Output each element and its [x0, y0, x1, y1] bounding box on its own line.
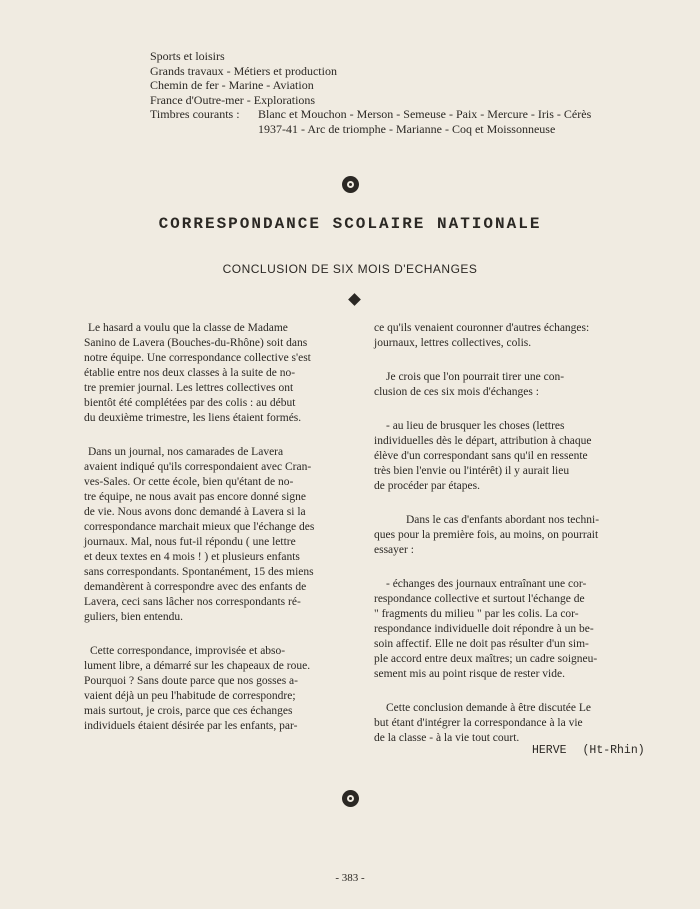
text-line: vaient déjà un peu l'habitude de correspondre; [84, 690, 296, 702]
text-line: respondance individuelle doit répondre à un be- [374, 623, 594, 635]
text-line: journaux, lettres collectives, colis. [374, 337, 532, 349]
text-line: Dans le cas d'enfants abordant nos techni- [406, 514, 600, 526]
paragraph [84, 445, 352, 625]
stamps-line: 1937-41 - Arc de triomphe - Marianne - Coq et Moissonneuse [258, 121, 556, 136]
stamps-entry [150, 107, 670, 136]
text-line: de vie. Nous avons donc demandé à Lavera si la [84, 506, 306, 518]
text-line: Dans un journal, nos camarades de Lavera [88, 446, 284, 458]
text-line: élève d'un correspondant sans qu'il en ressente [374, 450, 588, 462]
text-line: tre premier journal. Les lettres collectives ont [84, 382, 294, 394]
text-line: individuelles dès le départ, attribution à chaque [374, 435, 592, 447]
diamond-ornament-icon [348, 293, 361, 306]
text-line: individuels étaient désirée par les enfants, par- [84, 720, 298, 732]
text-line: Cette conclusion demande à être discutée Le [386, 702, 591, 714]
text-line: ple accord entre deux maîtres; un cadre soigneu- [374, 653, 598, 665]
text-line: essayer : [374, 544, 414, 556]
text-line: et deux textes en 4 mois ! ) et plusieurs enfants [84, 551, 300, 563]
author-name: HERVE [532, 744, 567, 757]
topic-item: Sports et loisirs [150, 49, 225, 63]
text-line: clusion de ces six mois d'échanges : [374, 386, 539, 398]
text-line: respondance collective et surtout l'échange de [374, 593, 585, 605]
text-line: journaux. Mal, nous fut-il répondu ( une lettre [84, 536, 296, 548]
paragraph [374, 701, 660, 746]
topic-item: Grands travaux - Métiers et production [150, 63, 337, 78]
topic-list [150, 49, 670, 136]
text-line: sans correspondants. Spontanément, 15 des miens [84, 566, 314, 578]
paragraph [374, 370, 660, 400]
paragraph [84, 644, 352, 734]
text-line: bientôt été complétées par des colis : au début [84, 397, 296, 409]
text-line: de procéder par étapes. [374, 480, 480, 492]
text-line: Lavera, ceci sans lâcher nos correspondants ré- [84, 596, 301, 608]
right-column [374, 321, 660, 765]
text-line: Pourquoi ? Sans doute parce que nos gosses a- [84, 675, 298, 687]
text-line: Cette correspondance, improvisée et abso- [90, 645, 286, 657]
text-line: - échanges des journaux entraînant une cor- [386, 578, 587, 590]
left-column [84, 321, 352, 753]
text-line: notre équipe. Une correspondance collective s'est [84, 352, 311, 364]
text-line: établie entre nos deux classes à la suite de no- [84, 367, 296, 379]
text-line: soin affectif. Elle ne doit pas résulter d'un sim- [374, 638, 589, 650]
stamps-label: Timbres courants : [150, 107, 240, 121]
text-line: mais surtout, je crois, parce que ces échanges [84, 705, 293, 717]
stamps-line: Blanc et Mouchon - Merson - Semeuse - Paix - Mercure - Iris - Cérès [258, 107, 592, 121]
topic-item: Chemin de fer - Marine - Aviation [150, 78, 314, 92]
text-line: ves-Sales. Or cette école, bien qu'étant de no- [84, 476, 294, 488]
text-line: du deuxième trimestre, les liens étaient formés. [84, 412, 302, 424]
text-line: ques pour la première fois, au moins, on pourrait [374, 529, 599, 541]
text-line: guliers, bien entendu. [84, 611, 184, 623]
text-line: correspondance marchait mieux que l'échange des [84, 521, 315, 533]
text-line: Je crois que l'on pourrait tirer une con- [386, 371, 565, 383]
text-line: Le hasard a voulu que la classe de Madame [88, 322, 288, 334]
topic-item: France d'Outre-mer - Explorations [150, 92, 316, 107]
signature [532, 744, 645, 757]
text-line: tre équipe, ne nous avait pas encore donné signe [84, 491, 306, 503]
article-title: CORRESPONDANCE SCOLAIRE NATIONALE [158, 215, 542, 233]
paragraph [84, 321, 352, 426]
text-line: demandèrent à correspondre avec des enfants de [84, 581, 307, 593]
page-number: - 383 - [335, 872, 365, 884]
paragraph [374, 577, 660, 682]
text-line: très bien l'envie ou l'intérêt) il y aurait lieu [374, 465, 570, 477]
text-line: avaient indiqué qu'ils correspondaient avec Cran- [84, 461, 312, 473]
text-line: - au lieu de brusquer les choses (lettres [386, 420, 565, 432]
text-line: " fragments du milieu " par les colis. La cor- [374, 608, 579, 620]
stamps-list [258, 107, 591, 136]
text-line: sement mis au point risque de rester vide. [374, 668, 565, 680]
text-line: but étant d'intégrer la correspondance à la vie [374, 717, 583, 729]
paragraph [374, 513, 660, 558]
text-line: Sanino de Lavera (Bouches-du-Rhône) soit dans [84, 337, 308, 349]
text-line: lument libre, a démarré sur les chapeaux de roue. [84, 660, 311, 672]
paragraph [374, 321, 660, 351]
paragraph [374, 419, 660, 494]
article-subtitle: CONCLUSION DE SIX MOIS D'ECHANGES [222, 262, 478, 276]
circle-ornament-icon [342, 790, 359, 807]
circle-ornament-icon [342, 176, 359, 193]
text-line: ce qu'ils venaient couronner d'autres échanges: [374, 322, 590, 334]
author-place: (Ht-Rhin) [582, 744, 645, 757]
text-line: de la classe - à la vie tout court. [374, 732, 520, 744]
